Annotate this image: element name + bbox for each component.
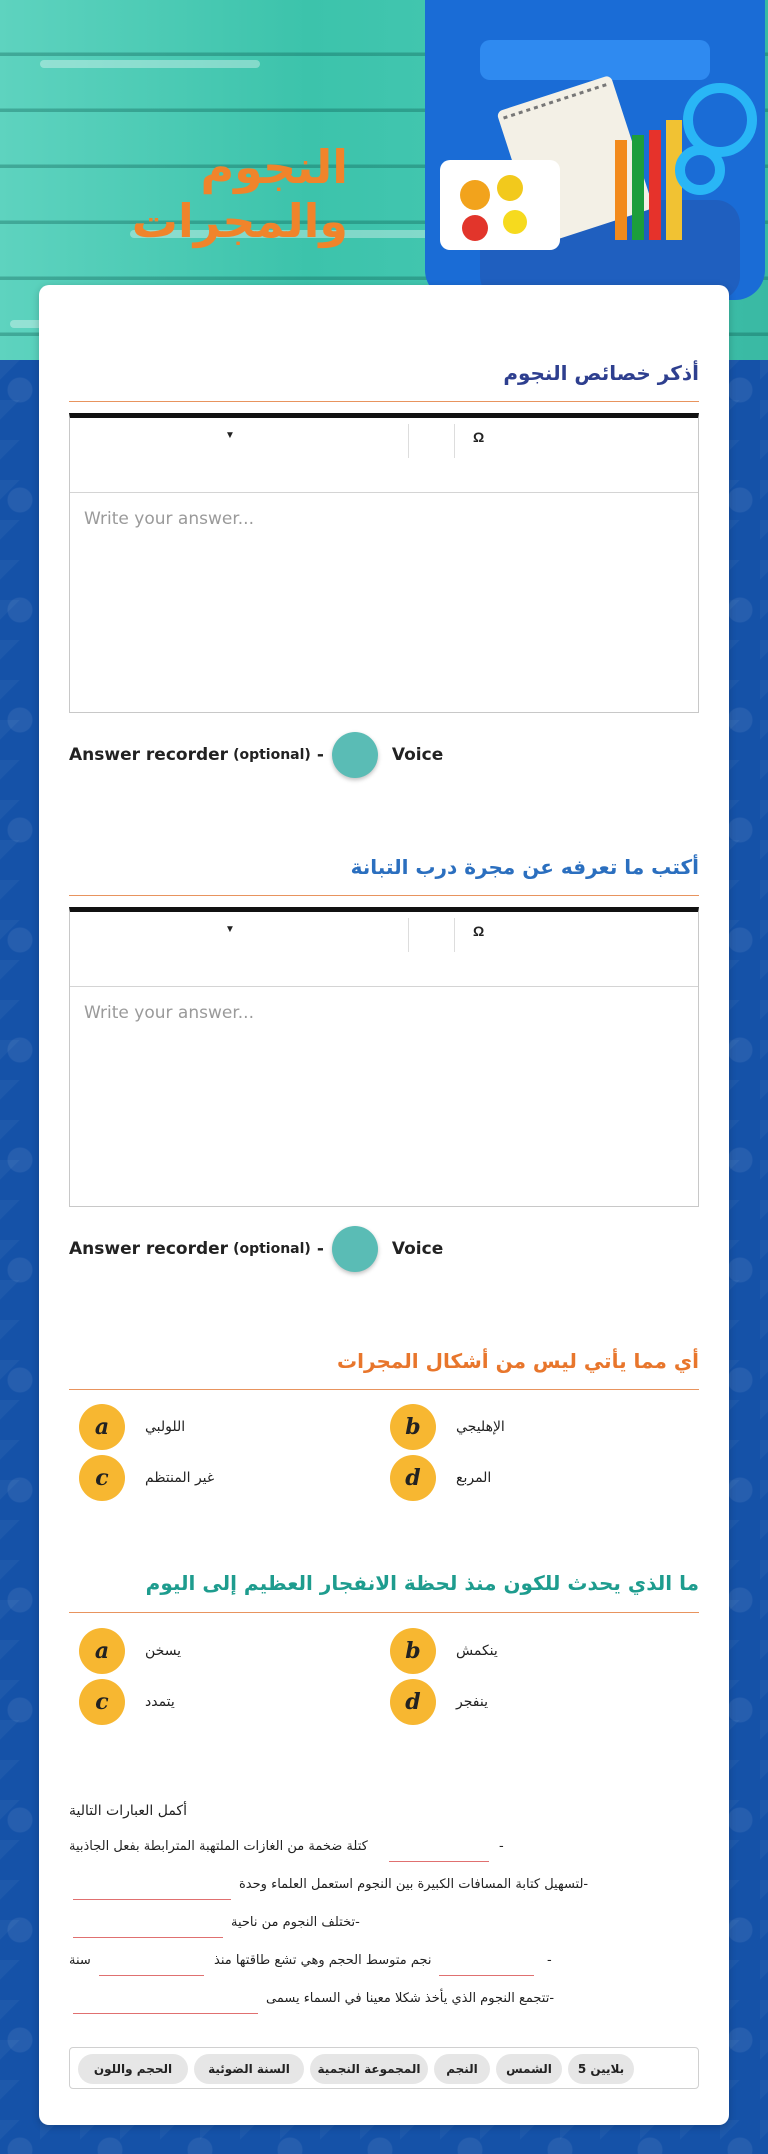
fill-in-heading: أكمل العبارات التالية bbox=[68, 1803, 187, 1819]
toolbar-divider bbox=[454, 424, 455, 458]
question-1-title: أذكر خصائص النجوم bbox=[503, 361, 699, 385]
format-dropdown-chevron-icon[interactable]: ▼ bbox=[225, 430, 235, 441]
toolbar-divider bbox=[408, 918, 409, 952]
option-text: المربع bbox=[456, 1470, 492, 1486]
option-letter-badge: b bbox=[390, 1404, 436, 1450]
divider bbox=[69, 1612, 699, 1613]
word-chip[interactable]: الحجم واللون bbox=[78, 2054, 188, 2084]
toolbar-divider bbox=[408, 424, 409, 458]
option-text: الإهليجي bbox=[456, 1419, 505, 1435]
option-letter-badge: a bbox=[79, 1404, 125, 1450]
answer-recorder-2 bbox=[69, 1226, 443, 1272]
answer-editor-2 bbox=[69, 907, 699, 1207]
option-text: غير المنتظم bbox=[145, 1470, 215, 1486]
option-letter-badge: d bbox=[390, 1455, 436, 1501]
divider bbox=[69, 895, 699, 896]
special-character-button[interactable]: Ω bbox=[473, 923, 485, 939]
format-dropdown-chevron-icon[interactable]: ▼ bbox=[225, 924, 235, 935]
option-letter-badge: d bbox=[390, 1679, 436, 1725]
fill-in-dash: - bbox=[547, 1953, 552, 1968]
option-text: اللولبي bbox=[145, 1419, 186, 1435]
fill-in-text: نجم متوسط الحجم وهي تشع طاقتها منذ bbox=[214, 1953, 432, 1968]
option-text: ينفجر bbox=[456, 1694, 488, 1710]
option-b[interactable] bbox=[390, 1404, 505, 1450]
special-character-button[interactable]: Ω bbox=[473, 429, 485, 445]
option-text: ينكمش bbox=[456, 1643, 498, 1659]
fill-in-text: -تختلف النجوم من ناحية bbox=[231, 1915, 360, 1930]
option-a[interactable] bbox=[79, 1404, 185, 1450]
option-c[interactable] bbox=[79, 1679, 175, 1725]
fill-in-blank-3[interactable] bbox=[73, 1915, 223, 1938]
answer-textarea-1[interactable] bbox=[70, 493, 698, 712]
option-letter-badge: c bbox=[79, 1455, 125, 1501]
word-bank bbox=[69, 2047, 699, 2089]
fill-in-line-5 bbox=[69, 1987, 699, 2017]
record-voice-button[interactable] bbox=[332, 1226, 378, 1272]
answer-editor-1 bbox=[69, 413, 699, 713]
option-letter-badge: b bbox=[390, 1628, 436, 1674]
option-text: يتمدد bbox=[145, 1694, 175, 1710]
answer-recorder-1 bbox=[69, 732, 443, 778]
recorder-optional-label: (optional) bbox=[233, 1241, 311, 1257]
fill-in-blank-4a[interactable] bbox=[99, 1953, 204, 1976]
option-a[interactable] bbox=[79, 1628, 181, 1674]
option-letter-badge: c bbox=[79, 1679, 125, 1725]
option-d[interactable] bbox=[390, 1455, 491, 1501]
question-4-title: ما الذي يحدث للكون منذ لحظة الانفجار العظيم إلى اليوم bbox=[145, 1571, 699, 1595]
fill-in-blank-4b[interactable] bbox=[439, 1953, 534, 1976]
school-backpack-illustration bbox=[420, 0, 768, 300]
fill-in-blank-5[interactable] bbox=[73, 1991, 258, 2014]
divider bbox=[69, 1389, 699, 1390]
fill-in-line-1 bbox=[69, 1835, 699, 1865]
fill-in-text: -لتسهيل كتابة المسافات الكبيرة بين النجوم استعمل العلماء وحدة bbox=[239, 1877, 589, 1892]
fill-in-line-2 bbox=[69, 1873, 699, 1903]
option-b[interactable] bbox=[390, 1628, 498, 1674]
option-letter-badge: a bbox=[79, 1628, 125, 1674]
question-3-title: أي مما يأتي ليس من أشكال المجرات bbox=[337, 1349, 699, 1373]
recorder-separator: - bbox=[316, 1239, 324, 1259]
fill-in-line-3 bbox=[69, 1911, 699, 1941]
option-d[interactable] bbox=[390, 1679, 488, 1725]
fill-in-line-4 bbox=[69, 1949, 699, 1979]
fill-in-text: -تتجمع النجوم الذي يأخذ شكلا معينا في السماء يسمى bbox=[266, 1991, 555, 2006]
fill-in-dash: - bbox=[499, 1839, 504, 1854]
question-2-title: أكتب ما تعرفه عن مجرة درب التبانة bbox=[350, 855, 699, 879]
word-chip[interactable]: المجموعة النجمية bbox=[310, 2054, 428, 2084]
fill-in-text: كتلة ضخمة من الغازات الملتهبة المترابطة بفعل الجاذبية bbox=[69, 1839, 368, 1854]
word-chip[interactable]: الشمس bbox=[496, 2054, 562, 2084]
fill-in-text-unit: سنة bbox=[69, 1953, 91, 1968]
editor-toolbar bbox=[70, 912, 698, 987]
recorder-label: Answer recorder bbox=[69, 745, 229, 765]
worksheet-card bbox=[39, 285, 729, 2125]
divider bbox=[69, 401, 699, 402]
option-c[interactable] bbox=[79, 1455, 214, 1501]
word-chip[interactable]: بلايين 5 bbox=[568, 2054, 634, 2084]
page-title: النجوم والمجرات bbox=[131, 140, 348, 248]
recorder-optional-label: (optional) bbox=[233, 747, 311, 763]
editor-toolbar bbox=[70, 418, 698, 493]
record-voice-button[interactable] bbox=[332, 732, 378, 778]
recorder-voice-label: Voice bbox=[391, 1239, 444, 1259]
option-text: يسخن bbox=[145, 1643, 182, 1659]
fill-in-blank-1[interactable] bbox=[389, 1839, 489, 1862]
recorder-separator: - bbox=[316, 745, 324, 765]
toolbar-divider bbox=[454, 918, 455, 952]
word-chip[interactable]: النجم bbox=[434, 2054, 490, 2084]
recorder-voice-label: Voice bbox=[391, 745, 444, 765]
fill-in-blank-2[interactable] bbox=[73, 1877, 231, 1900]
answer-textarea-2[interactable] bbox=[70, 987, 698, 1206]
recorder-label: Answer recorder bbox=[69, 1239, 229, 1259]
word-chip[interactable]: السنة الضوئية bbox=[194, 2054, 304, 2084]
